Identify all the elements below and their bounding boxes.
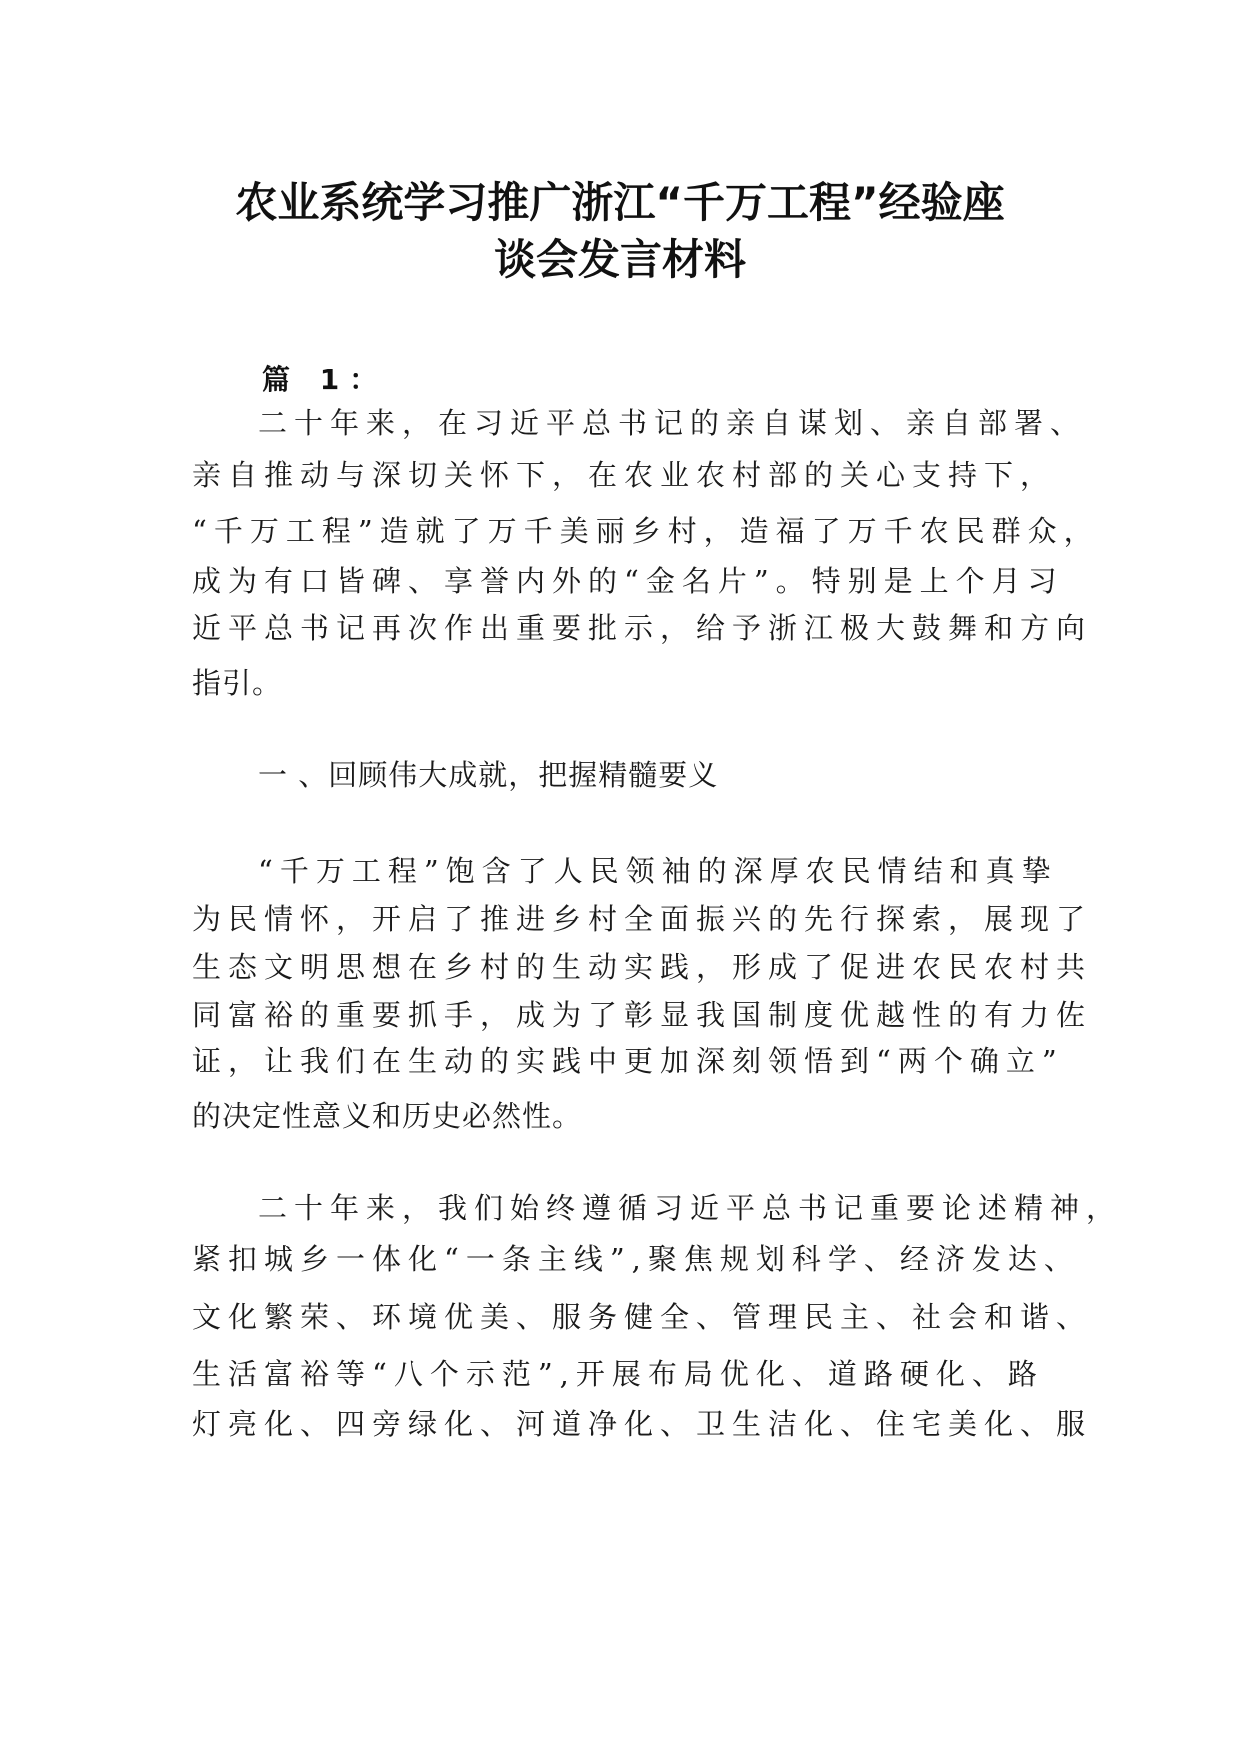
- paragraph-2-line-4: 同富裕的重要抓手，成为了彰显我国制度优越性的有力佐: [192, 998, 1093, 1032]
- paragraph-3-line-4: 生活富裕等“八个示范”,开展布局优化、道路硬化、路: [192, 1357, 1044, 1391]
- paragraph-1-line-3: “千万工程”造就了万千美丽乡村，造福了万千农民群众，: [192, 514, 1100, 548]
- document-title-line-2: 谈会发言材料: [493, 235, 746, 284]
- paragraph-1-line-1: 二十年来，在习近平总书记的亲自谋划、亲自部署、: [258, 406, 1087, 440]
- paragraph-3-line-3: 文化繁荣、环境优美、服务健全、管理民主、社会和谐、: [192, 1300, 1093, 1334]
- paragraph-1-line-2: 亲自推动与深切关怀下，在农业农村部的关心支持下，: [192, 458, 1057, 492]
- paragraph-3-line-1: 二十年来，我们始终遵循习近平总书记重要论述精神，: [258, 1191, 1123, 1225]
- paragraph-3-line-5: 灯亮化、四旁绿化、河道净化、卫生洁化、住宅美化、服: [192, 1407, 1093, 1441]
- paragraph-1-line-4: 成为有口皆碑、享誉内外的“金名片”。特别是上个月习: [192, 564, 1064, 598]
- section-heading-1: 一 、回顾伟大成就，把握精髓要义: [258, 758, 719, 792]
- paragraph-2-line-2: 为民情怀，开启了推进乡村全面振兴的先行探索，展现了: [192, 902, 1093, 936]
- document-title-line-1: 农业系统学习推广浙江“千万工程”经验座: [235, 178, 1005, 227]
- paragraph-2-line-3: 生态文明思想在乡村的生动实践，形成了促进农民农村共: [192, 950, 1093, 984]
- paragraph-1-line-5: 近平总书记再次作出重要批示，给予浙江极大鼓舞和方向: [192, 611, 1093, 645]
- paragraph-1-line-6: 指引。: [192, 666, 283, 700]
- paragraph-3-line-2: 紧扣城乡一体化“一条主线”,聚焦规划科学、经济发达、: [192, 1242, 1080, 1276]
- paragraph-2-line-6: 的决定性意义和历史必然性。: [192, 1099, 583, 1133]
- section-label: 篇 1：: [262, 363, 388, 396]
- paragraph-2-line-1: “千万工程”饱含了人民领袖的深厚农民情结和真挚: [258, 854, 1058, 888]
- paragraph-2-line-5: 证，让我们在生动的实践中更加深刻领悟到“两个确立”: [192, 1044, 1064, 1078]
